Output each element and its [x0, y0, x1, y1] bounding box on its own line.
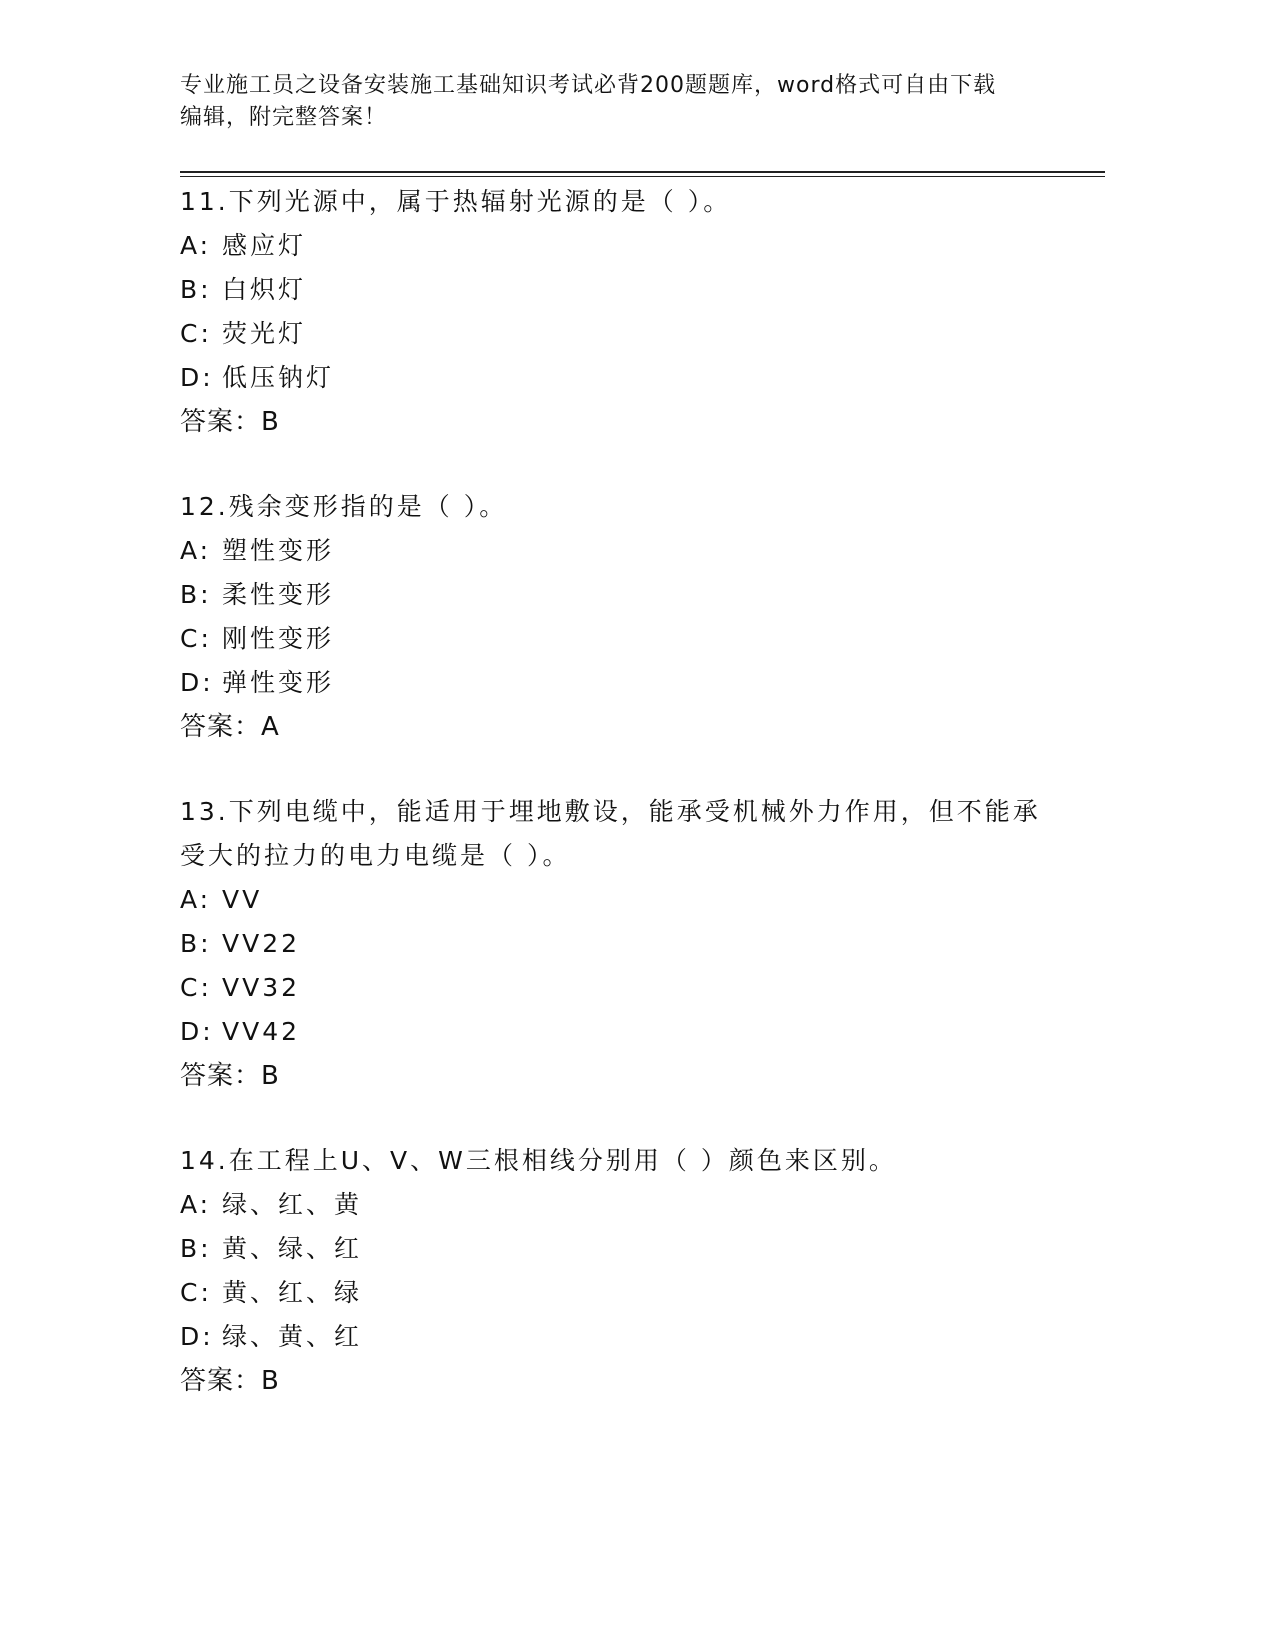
option-a [180, 224, 1060, 268]
option-b [180, 1227, 1060, 1271]
question-title: 14.在工程上U、V、W三根相线分别用（ ）颜色来区别。 [180, 1146, 897, 1175]
option-text: VV32 [222, 973, 301, 1002]
question-title: 11.下列光源中，属于热辐射光源的是（ ）。 [180, 187, 732, 216]
option-a [180, 878, 1060, 922]
header-line-1: 专业施工员之设备安装施工基础知识考试必背200题题库，word格式可自由下载 [180, 73, 997, 98]
option-c [180, 966, 1060, 1010]
option-d [180, 1010, 1060, 1054]
option-c [180, 312, 1060, 356]
option-label: D: [180, 1322, 214, 1351]
header-divider-thin [180, 176, 1105, 177]
option-label: D: [180, 363, 214, 392]
option-label: C: [180, 1278, 212, 1307]
question-title-line-1: 13.下列电缆中，能适用于埋地敷设，能承受机械外力作用，但不能承 [180, 797, 1041, 826]
answer-value: B [261, 407, 280, 437]
option-label: B: [180, 929, 212, 958]
question-12 [180, 485, 1060, 749]
question-11 [180, 180, 1060, 444]
answer-label: 答案： [180, 407, 262, 437]
option-text: 柔性变形 [222, 580, 335, 609]
question-14 [180, 1139, 1060, 1403]
option-text: 白炽灯 [222, 275, 307, 304]
answer-line [180, 705, 1060, 749]
option-text: 塑性变形 [222, 536, 335, 565]
question-title-line-2: 受大的拉力的电力电缆是（ ）。 [180, 841, 571, 870]
option-text: 低压钠灯 [222, 363, 335, 392]
option-label: B: [180, 275, 212, 304]
option-d [180, 1315, 1060, 1359]
answer-value: A [261, 712, 280, 742]
answer-line [180, 400, 1060, 444]
option-label: A: [180, 1190, 212, 1219]
option-text: 感应灯 [222, 231, 307, 260]
question-title: 12.残余变形指的是（ ）。 [180, 492, 508, 521]
option-a [180, 529, 1060, 573]
option-b [180, 922, 1060, 966]
option-label: D: [180, 1017, 214, 1046]
option-text: 绿、黄、红 [222, 1322, 363, 1351]
option-text: 黄、红、绿 [222, 1278, 363, 1307]
question-13 [180, 790, 1060, 1098]
option-text: 黄、绿、红 [222, 1234, 363, 1263]
answer-value: B [261, 1061, 280, 1091]
option-label: A: [180, 536, 212, 565]
option-label: C: [180, 319, 212, 348]
option-b [180, 268, 1060, 312]
option-label: A: [180, 231, 212, 260]
option-text: VV22 [222, 929, 301, 958]
answer-line [180, 1054, 1060, 1098]
option-text: 刚性变形 [222, 624, 335, 653]
option-label: C: [180, 973, 212, 1002]
option-label: B: [180, 1234, 212, 1263]
option-text: VV [222, 885, 263, 914]
option-a [180, 1183, 1060, 1227]
document-header [180, 70, 1060, 134]
answer-label: 答案： [180, 1366, 262, 1396]
option-text: 绿、红、黄 [222, 1190, 363, 1219]
option-text: 荧光灯 [222, 319, 307, 348]
option-label: A: [180, 885, 212, 914]
answer-line [180, 1359, 1060, 1403]
option-d [180, 661, 1060, 705]
answer-label: 答案： [180, 1061, 262, 1091]
option-label: C: [180, 624, 212, 653]
answer-label: 答案： [180, 712, 262, 742]
answer-value: B [261, 1366, 280, 1396]
option-text: 弹性变形 [222, 668, 335, 697]
option-text: VV42 [222, 1017, 301, 1046]
option-label: B: [180, 580, 212, 609]
option-d [180, 356, 1060, 400]
option-b [180, 573, 1060, 617]
option-c [180, 1271, 1060, 1315]
header-line-2: 编辑，附完整答案！ [180, 105, 388, 130]
option-label: D: [180, 668, 214, 697]
option-c [180, 617, 1060, 661]
header-divider-thick [180, 171, 1105, 173]
